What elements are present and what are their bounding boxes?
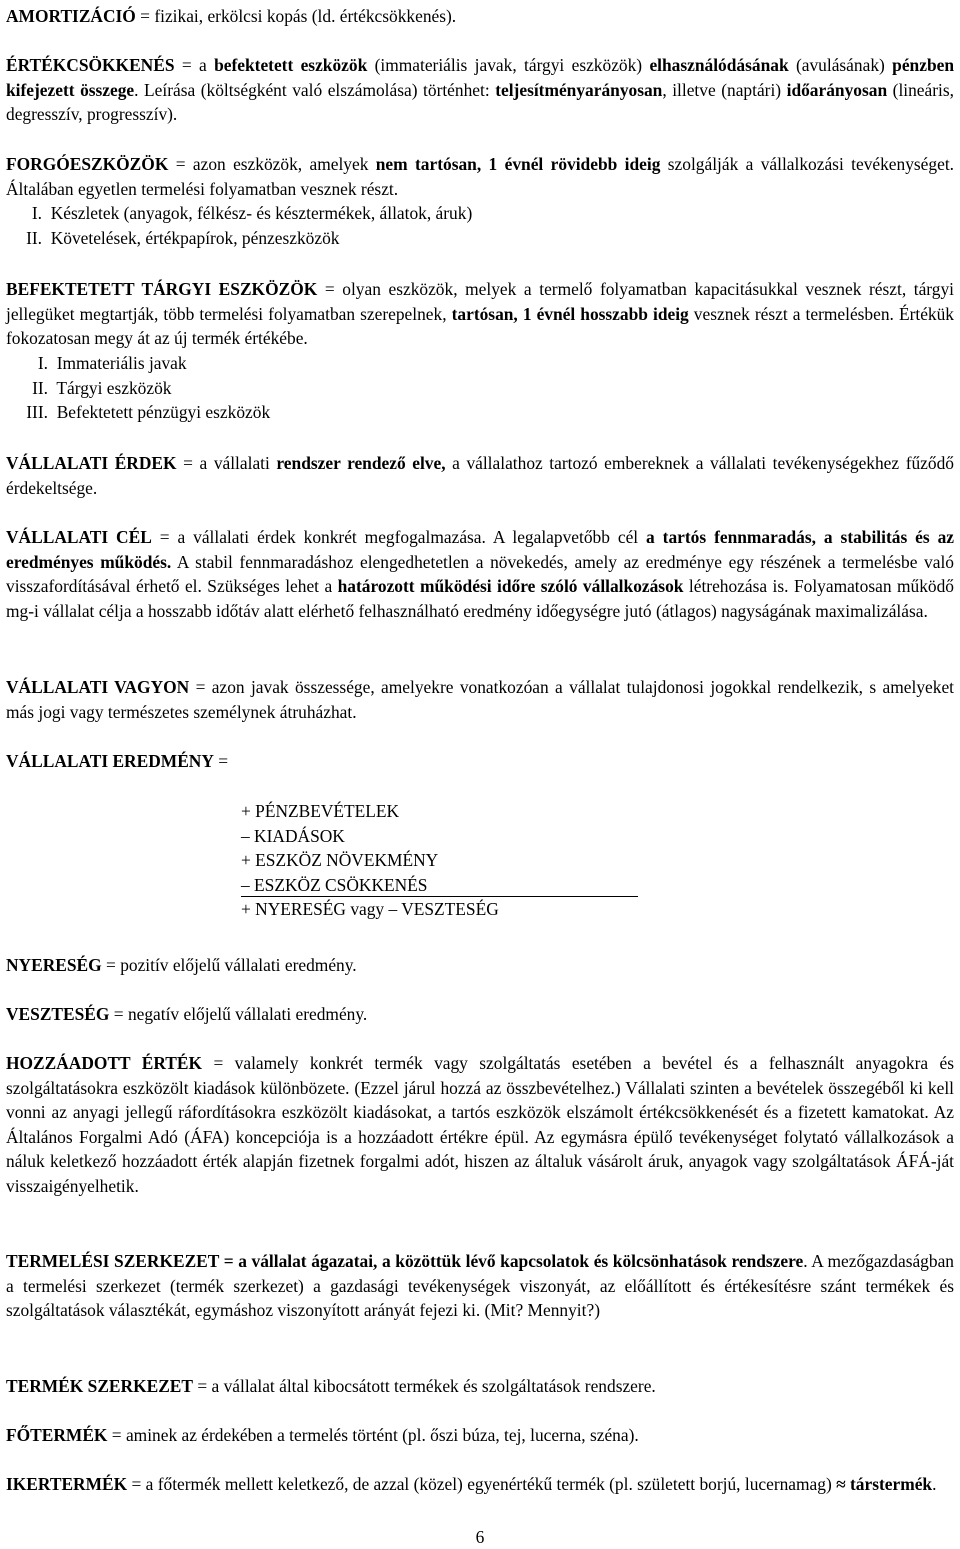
bold-segment: társtermék bbox=[845, 1474, 933, 1494]
bold-segment: elhasználódásának bbox=[649, 55, 789, 75]
definition-termek bbox=[6, 1374, 954, 1399]
text-segment: = bbox=[213, 751, 229, 771]
definition-vagyon bbox=[6, 675, 954, 724]
text-segment: = olyan eszközök, melyek a termelő folyamatban kapacitásukkal vesznek részt, tárgyi jellegüket megtartják, több termelési folyamatban szerepelnek, bbox=[6, 279, 955, 324]
term-termelesi: TERMELÉSI SZERKEZET bbox=[6, 1251, 220, 1271]
text-segment: szolgálják a vállalkozási tevékenységet. Általában egyetlen termelési folyamatban vesznek részt. bbox=[6, 154, 954, 199]
term-cel: VÁLLALATI CÉL bbox=[6, 527, 152, 547]
term-ertekcsokkenes: ÉRTÉKCSÖKKENÉS bbox=[6, 55, 175, 75]
text-segment: a vállalathoz tartozó embereknek a vállalati tevékenységekhez fűződő érdekeltsége. bbox=[6, 453, 954, 498]
definition-ikertermek bbox=[6, 1472, 954, 1497]
definition-forgoeszkozok bbox=[6, 152, 954, 201]
term-hozzaadott: HOZZÁADOTT ÉRTÉK bbox=[6, 1053, 203, 1073]
list-text: Immateriális javak bbox=[56, 353, 187, 373]
definition-eredmeny bbox=[6, 749, 954, 774]
bold-segment: = a vállalat ágazatai, a közöttük lévő kapcsolatok és kölcsönhatások rendszere bbox=[219, 1251, 804, 1271]
definition-amortizacio bbox=[6, 4, 954, 29]
list-item bbox=[26, 226, 472, 251]
forgoeszkozok-list bbox=[26, 201, 472, 250]
bold-segment: időarányosan bbox=[786, 79, 888, 100]
term-amortizacio: AMORTIZÁCIÓ bbox=[6, 6, 136, 26]
formula-line: + PÉNZBEVÉTELEK bbox=[241, 801, 400, 821]
list-number: I. bbox=[31, 203, 42, 223]
bold-segment: nem tartósan, 1 évnél rövidebb ideig bbox=[375, 154, 661, 174]
list-item bbox=[26, 201, 472, 226]
definition-erdek bbox=[6, 451, 954, 500]
term-erdek: VÁLLALATI ÉRDEK bbox=[6, 453, 177, 473]
text-segment: = azon eszközök, amelyek bbox=[168, 154, 376, 174]
bold-segment: határozott működési időre szóló vállalkozások bbox=[337, 576, 684, 597]
befektetett-list bbox=[20, 351, 270, 425]
term-eredmeny: VÁLLALATI EREDMÉNY bbox=[6, 751, 214, 771]
formula-sum-line bbox=[241, 896, 638, 897]
bold-segment: pénzben kifejezett összege bbox=[6, 55, 955, 100]
term-foteremek: FŐTERMÉK bbox=[6, 1425, 108, 1445]
definition-foteremek bbox=[6, 1423, 954, 1448]
bold-segment: rendszer rendező elve, bbox=[276, 453, 446, 473]
text-segment: A stabil fennmaradáshoz elengedhetetlen a növekedés, amely az eredménye egy részének a termelésbe való visszafordításával érhető el. Szükséges lehet a bbox=[6, 551, 954, 597]
text-segment: = a vállalat által kibocsátott termékek és szolgáltatások rendszere. bbox=[193, 1376, 656, 1396]
definition-text: = fizikai, erkölcsi kopás (ld. értékcsökkenés). bbox=[135, 6, 457, 26]
list-number: II. bbox=[26, 227, 42, 248]
definition-befektetett bbox=[6, 277, 954, 351]
term-forgoeszkozok: FORGÓESZKÖZÖK bbox=[6, 154, 169, 174]
list-text: Tárgyi eszközök bbox=[56, 377, 172, 398]
page-number: 6 bbox=[475, 1527, 485, 1547]
text-segment: = pozitív előjelű vállalati eredmény. bbox=[101, 955, 357, 975]
definition-termelesi bbox=[6, 1249, 954, 1323]
list-text: Követelések, értékpapírok, pénzeszközök bbox=[50, 227, 340, 248]
term-nyereseg: NYERESÉG bbox=[6, 955, 102, 975]
text-segment: = azon javak összessége, amelyekre vonatkozóan a vállalat tulajdonosi jogokkal rendelkezik, s amelyeket más jogi vagy természetes személynek átruházhat. bbox=[6, 677, 954, 722]
text-segment: = a bbox=[174, 55, 215, 75]
bold-segment: tartósan, 1 évnél hosszabb ideig bbox=[451, 303, 689, 324]
text-segment: . A mezőgazdaságban a termelési szerkezet (termék szerkezet) a gazdasági tevékenységek viszonyát, az előállított és értékesítésre szánt termékek és szolgáltatások választékát, egymáshoz viszonyított arányát fejezi ki. (Mit? Mennyit?) bbox=[6, 1251, 954, 1321]
text-segment: (lineáris, degresszív, progresszív). bbox=[6, 79, 954, 125]
term-vagyon: VÁLLALATI VAGYON bbox=[6, 677, 190, 697]
text-segment: = valamely konkrét termék vagy szolgáltatás esetében a bevétel és a felhasznált anyagokra és szolgáltatásokra eszközölt kiadások különbözete. (Ezzel járul hozzá az összbevételhez.) Vállalati szinten a bevételek összegéből ki kell vonni az anyagi jellegű ráfordításokra eszközölt kiadásokat, a tartós eszközök elszámolt értékcsökkenését és a fizetett kamatokat. Az Általános Forgalmi Adó (ÁFA) koncepciója is a hozzáadott értékre épül. Az egymásra épülő tevékenységet folytató vállalkozások a náluk keletkező hozzáadott érték alapján fizetnek forgalmi adót, hiszen az általuk vásárolt áruk, anyagok vagy szolgáltatások ÁFÁ-ját visszaigényelhetik. bbox=[6, 1053, 954, 1196]
text-segment: = aminek az érdekében a termelés történt (pl. őszi búza, tej, lucerna, széna). bbox=[107, 1425, 639, 1445]
definition-cel bbox=[6, 525, 954, 623]
term-termek: TERMÉK SZERKEZET bbox=[6, 1376, 194, 1396]
approx-symbol: ≈ bbox=[836, 1474, 846, 1494]
definition-hozzaadott bbox=[6, 1051, 954, 1199]
list-number: II. bbox=[32, 377, 48, 398]
definition-ertekcsokkenes bbox=[6, 53, 954, 127]
list-number: I. bbox=[37, 353, 48, 373]
text-segment: (immateriális javak, tárgyi eszközök) bbox=[367, 55, 650, 75]
list-text: Készletek (anyagok, félkész- és késztermékek, állatok, áruk) bbox=[50, 203, 473, 223]
definition-veszteseg bbox=[6, 1002, 954, 1027]
eredmeny-formula bbox=[241, 799, 499, 922]
formula-line: – ESZKÖZ CSÖKKENÉS bbox=[241, 874, 428, 895]
term-befektetett: BEFEKTETETT TÁRGYI ESZKÖZÖK bbox=[6, 279, 318, 299]
list-item bbox=[20, 376, 270, 401]
formula-line: + ESZKÖZ NÖVEKMÉNY bbox=[241, 850, 439, 871]
text-segment: (avulásának) bbox=[788, 55, 893, 75]
list-text: Befektetett pénzügyi eszközök bbox=[56, 402, 271, 423]
list-number: III. bbox=[26, 402, 48, 423]
formula-line: – KIADÁSOK bbox=[241, 825, 345, 846]
text-segment: vesznek részt a termelésben. Értékük fokozatosan megy át az új termék értékébe. bbox=[6, 303, 954, 349]
term-ikertermek: IKERTERMÉK bbox=[6, 1474, 128, 1494]
text-segment: = negatív előjelű vállalati eredmény. bbox=[109, 1004, 368, 1024]
text-segment: létrehozása is. Folyamatosan működő mg-i vállalat célja a hosszabb időtáv alatt elérhető felhasználható eredmény időegységre jutó (átlagos) nagyságának maximalizálása. bbox=[6, 576, 954, 621]
definition-nyereseg bbox=[6, 953, 954, 978]
bold-segment: a tartós fennmaradás, a stabilitás és az eredményes működés. bbox=[6, 527, 954, 572]
list-item bbox=[20, 400, 270, 425]
term-veszteseg: VESZTESÉG bbox=[6, 1004, 110, 1024]
text-segment: = a vállalati érdek konkrét megfogalmazása. A legalapvetőbb cél bbox=[151, 527, 647, 547]
text-segment: . Leírása (költségként való elszámolása) történhet: bbox=[134, 79, 496, 100]
text-segment: . bbox=[932, 1474, 937, 1494]
text-segment: , illetve (naptári) bbox=[662, 79, 787, 100]
text-segment: = a vállalati bbox=[176, 453, 277, 473]
formula-result: + NYERESÉG vagy – VESZTESÉG bbox=[241, 899, 499, 920]
list-item bbox=[20, 351, 270, 376]
bold-segment: befektetett eszközök bbox=[214, 55, 368, 75]
text-segment: = a főtermék mellett keletkező, de azzal (közel) egyenértékű termék (pl. született borjú, lucernamag) bbox=[127, 1474, 837, 1494]
bold-segment: teljesítményarányosan bbox=[495, 79, 663, 100]
